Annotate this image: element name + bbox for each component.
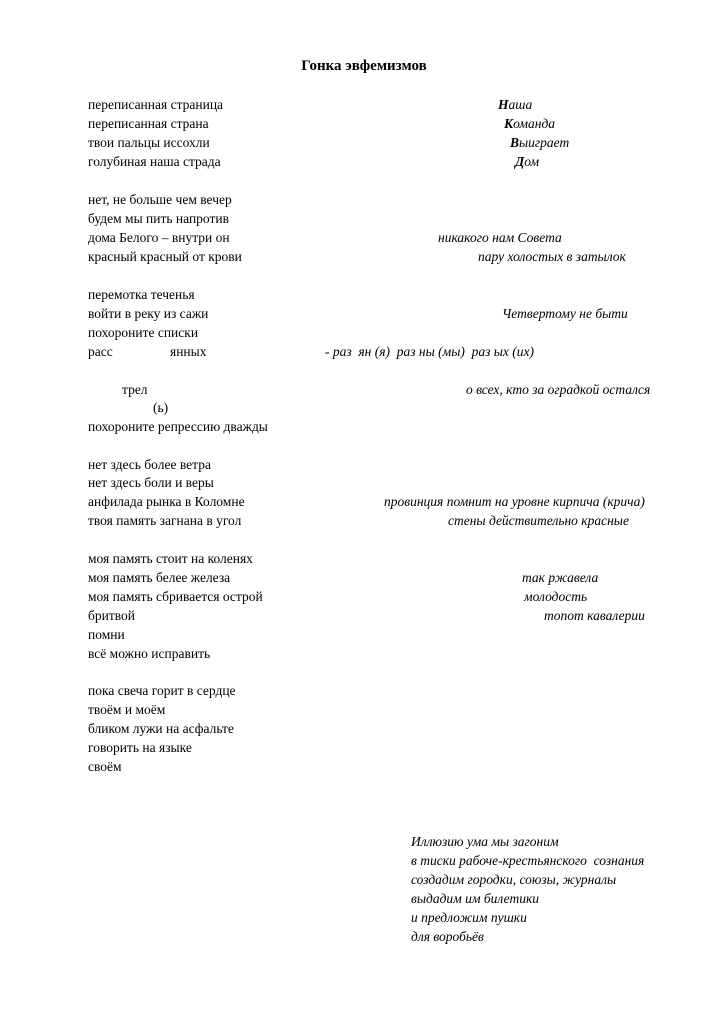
closing-line: для воробьёв [411,929,484,944]
acrostic-line [515,154,539,170]
right-annotation: провинция помнит на уровне кирпича (крича) [384,494,645,509]
poem-line: нет, не больше чем вечер [88,192,232,207]
poem-line-fragment: янных [170,344,207,359]
poem-line: помни [88,627,125,642]
right-annotation: о всех, кто за оградкой остался [466,382,651,397]
poem-line: моя память стоит на коленях [88,551,253,566]
closing-line: выдадим им билетики [411,891,540,906]
poem-line: нет здесь боли и веры [88,475,214,490]
right-annotation: - раз ян (я) раз ны (мы) раз ых (их) [325,344,534,359]
poem-line: нет здесь более ветра [88,457,211,472]
poem-line-fragment: трел [122,382,148,397]
poem-line: переписанная страна [88,116,209,131]
poem-line: дома Белого – внутри он [88,230,230,245]
poem-line: своём [88,759,122,774]
poem-line: пока свеча горит в сердце [88,683,236,698]
poem-title: Гонка эвфемизмов [301,58,427,74]
poem-line: твои пальцы иссохли [88,135,210,150]
closing-line: и предложим пушки [411,910,527,925]
poem-line: переписанная страница [88,97,224,112]
acrostic-rest: ом [524,154,540,169]
poem-line: моя память белее железа [88,570,231,585]
acrostic-rest: ыиграет [519,135,570,150]
poem-line: красный красный от крови [88,249,242,264]
poem-line: бритвой [88,608,135,623]
poem-line: всё можно исправить [88,646,211,661]
acrostic-line [498,97,532,113]
right-annotation: никакого нам Совета [438,230,562,245]
acrostic-initial: К [504,116,514,131]
right-annotation: пару холостых в затылок [478,249,626,264]
poem-line: моя память сбривается острой [88,589,263,604]
acrostic-line [510,135,569,151]
poem-line: расс [88,344,113,359]
poem-line: бликом лужи на асфальте [88,721,234,736]
right-annotation: топот кавалерии [544,608,645,623]
poem-line-fragment: (ь) [153,400,169,415]
acrostic-line [504,116,555,132]
closing-line: Иллюзию ума мы загоним [411,834,559,849]
poem-line: анфилада рынка в Коломне [88,494,245,509]
poem-line: перемотка теченья [88,287,195,302]
acrostic-rest: оманда [513,116,556,131]
acrostic-rest: аша [508,97,533,112]
closing-line: создадим городки, союзы, журналы [411,872,617,887]
poem-line: похороните списки [88,325,199,340]
right-annotation: молодость [524,589,588,604]
poem-line: голубиная наша страда [88,154,221,169]
acrostic-initial: В [510,135,520,150]
poem-line: говорить на языке [88,740,192,755]
poem-line: войти в реку из сажи [88,306,209,321]
right-annotation: стены действительно красные [448,513,629,528]
right-annotation: Четвертому не быти [502,306,628,321]
right-annotation: так ржавела [522,570,599,585]
acrostic-initial: Д [515,154,525,169]
poem-line: похороните репрессию дважды [88,419,268,434]
acrostic-initial: Н [498,97,509,112]
closing-line: в тиски рабоче-крестьянского сознания [411,853,645,868]
poem-line: будем мы пить напротив [88,211,229,226]
poem-line: твоя память загнана в угол [88,513,242,528]
poem-line: твоём и моём [88,702,166,717]
